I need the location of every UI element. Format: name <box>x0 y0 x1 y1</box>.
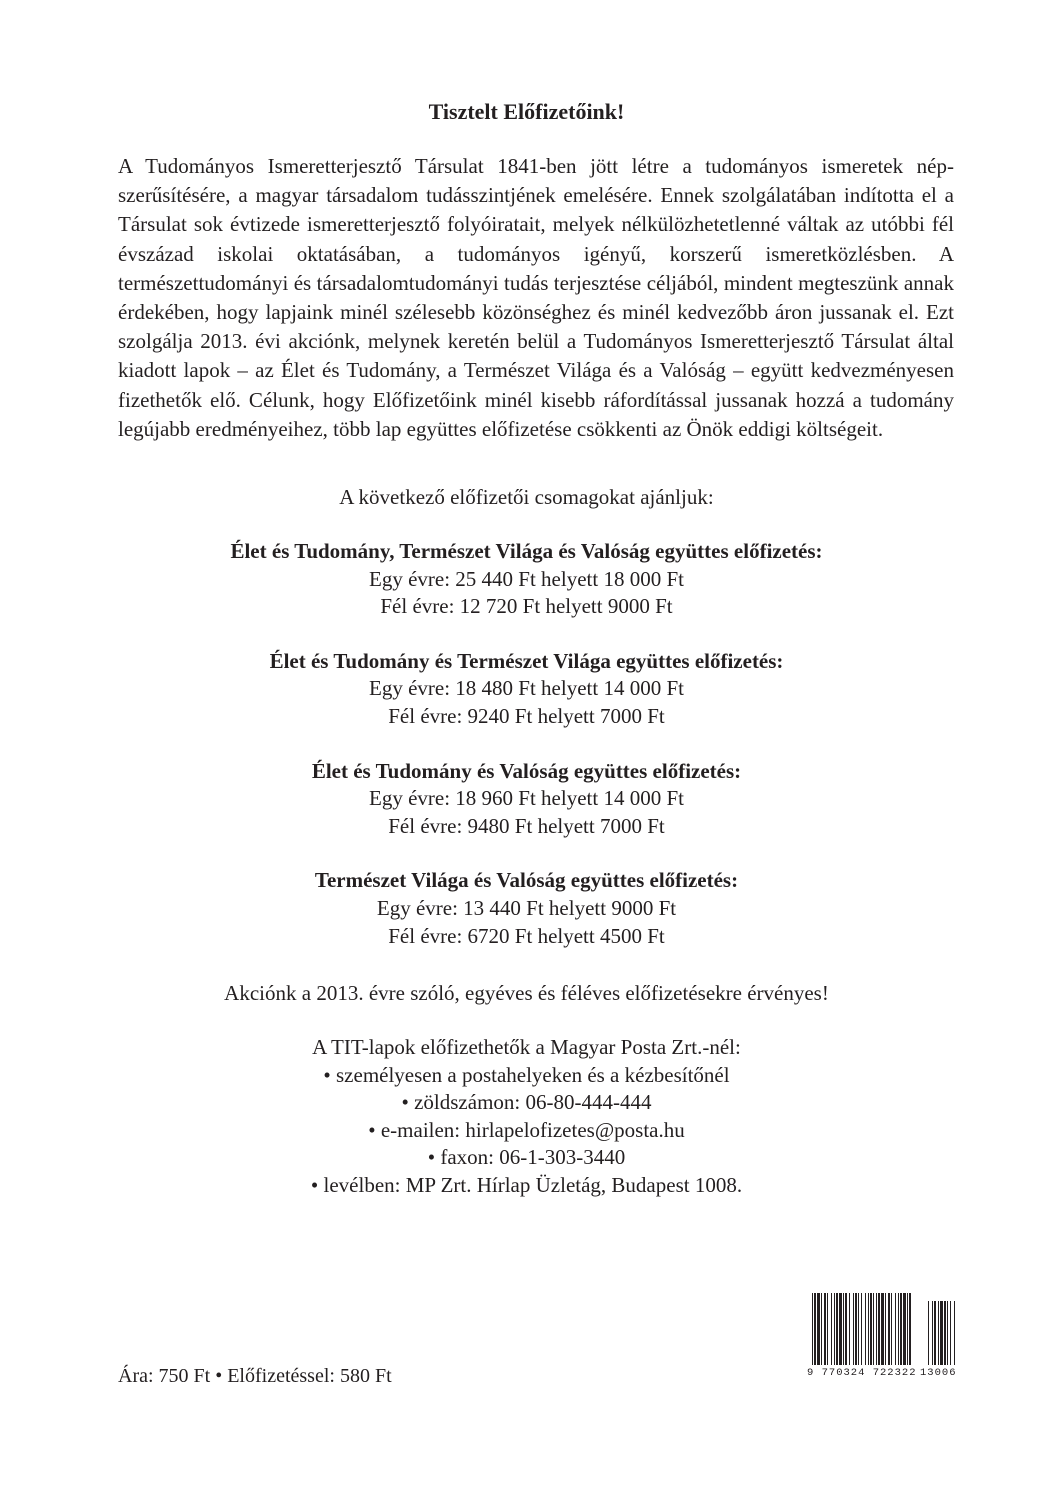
offers-intro: A következő előfizetői csomagokat ajánljuk: <box>339 485 714 509</box>
package-title: Élet és Tudomány, Természet Világa és Valóság együttes előfizetés: <box>230 539 823 563</box>
contact-item-email: • e-mailen: hirlapelofizetes@posta.hu <box>0 1117 1053 1145</box>
package-item <box>0 538 1053 621</box>
contact-item-phone: • zöldszámon: 06-80-444-444 <box>0 1089 1053 1117</box>
page-title: Tisztelt Előfizetőink! <box>428 99 625 124</box>
validity-note: Akciónk a 2013. évre szóló, egyéves és féléves előfizetésekre érvényes! <box>224 981 829 1005</box>
price-line: Ára: 750 Ft • Előfizetéssel: 580 Ft <box>118 1365 392 1387</box>
intro-paragraph: A Tudományos Ismeretterjesztő Társulat 1841-ben jött létre a tudományos ismeretek népszerűsítésére, a magyar társadalom tudásszintjének emelésére. Ennek szolgálatában indította el a Társulat sok évtizede ismeretterjesztő folyóiratait, melyek nélkülözhetetlenné váltak az utóbbi fél évszázad iskolai oktatásában, a tudományos igényű, korszerű ismeretközlésben. A természettudományi és társadalomtudományi tudás terjesztése céljából, mindent megteszünk annak érdekében, hogy lapjaink minél szélesebb közönséghez és minél kedvezőbb áron jussanak el. Ezt szolgálja 2013. évi akciónk, melynek keretén belül a Tudományos Ismeretterjesztő Társulat által kiadott lapok – az Élet és Tudomány, a Természet Világa és a Valóság – együtt kedvezményesen fizethetők elő. Célunk, hogy Előfizetőink minél kisebb ráfordítással jussanak hozzá a tudomány legújabb eredményeihez, több lap együttes előfizetése csökkenti az Önök eddigi költségeit. <box>118 154 954 441</box>
barcode-main-digits: 9 770324 722322 <box>807 1367 917 1379</box>
barcode-bars <box>810 1293 957 1367</box>
package-year-price: Egy évre: 13 440 Ft helyett 9000 Ft <box>376 895 677 920</box>
contact-item-in-person: • személyesen a postahelyeken és a kézbesítőnél <box>0 1062 1053 1090</box>
package-item <box>0 648 1053 731</box>
package-half-year-price: Fél évre: 12 720 Ft helyett 9000 Ft <box>380 594 673 619</box>
contact-item-mail: • levélben: MP Zrt. Hírlap Üzletág, Budapest 1008. <box>0 1172 1053 1200</box>
package-item <box>0 758 1053 841</box>
barcode-addon-digits: 13006 <box>920 1367 957 1379</box>
package-year-price: Egy évre: 18 960 Ft helyett 14 000 Ft <box>369 786 684 811</box>
package-half-year-price: Fél évre: 9480 Ft helyett 7000 Ft <box>388 813 665 838</box>
package-list <box>0 538 1053 977</box>
package-item <box>0 867 1053 950</box>
package-year-price: Egy évre: 18 480 Ft helyett 14 000 Ft <box>369 676 684 701</box>
package-title: Természet Világa és Valóság együttes előfizetés: <box>314 868 739 893</box>
package-title: Élet és Tudomány és Természet Világa együttes előfizetés: <box>269 648 784 673</box>
barcode <box>807 1293 957 1385</box>
subscription-contact <box>0 1034 1053 1200</box>
package-half-year-price: Fél évre: 6720 Ft helyett 4500 Ft <box>388 923 665 948</box>
package-year-price: Egy évre: 25 440 Ft helyett 18 000 Ft <box>369 566 684 591</box>
contact-item-fax: • faxon: 06-1-303-3440 <box>0 1144 1053 1172</box>
package-half-year-price: Fél évre: 9240 Ft helyett 7000 Ft <box>388 703 665 728</box>
contact-heading: A TIT-lapok előfizethetők a Magyar Posta Zrt.-nél: <box>312 1035 741 1059</box>
package-title: Élet és Tudomány és Valóság együttes előfizetés: <box>311 758 742 783</box>
